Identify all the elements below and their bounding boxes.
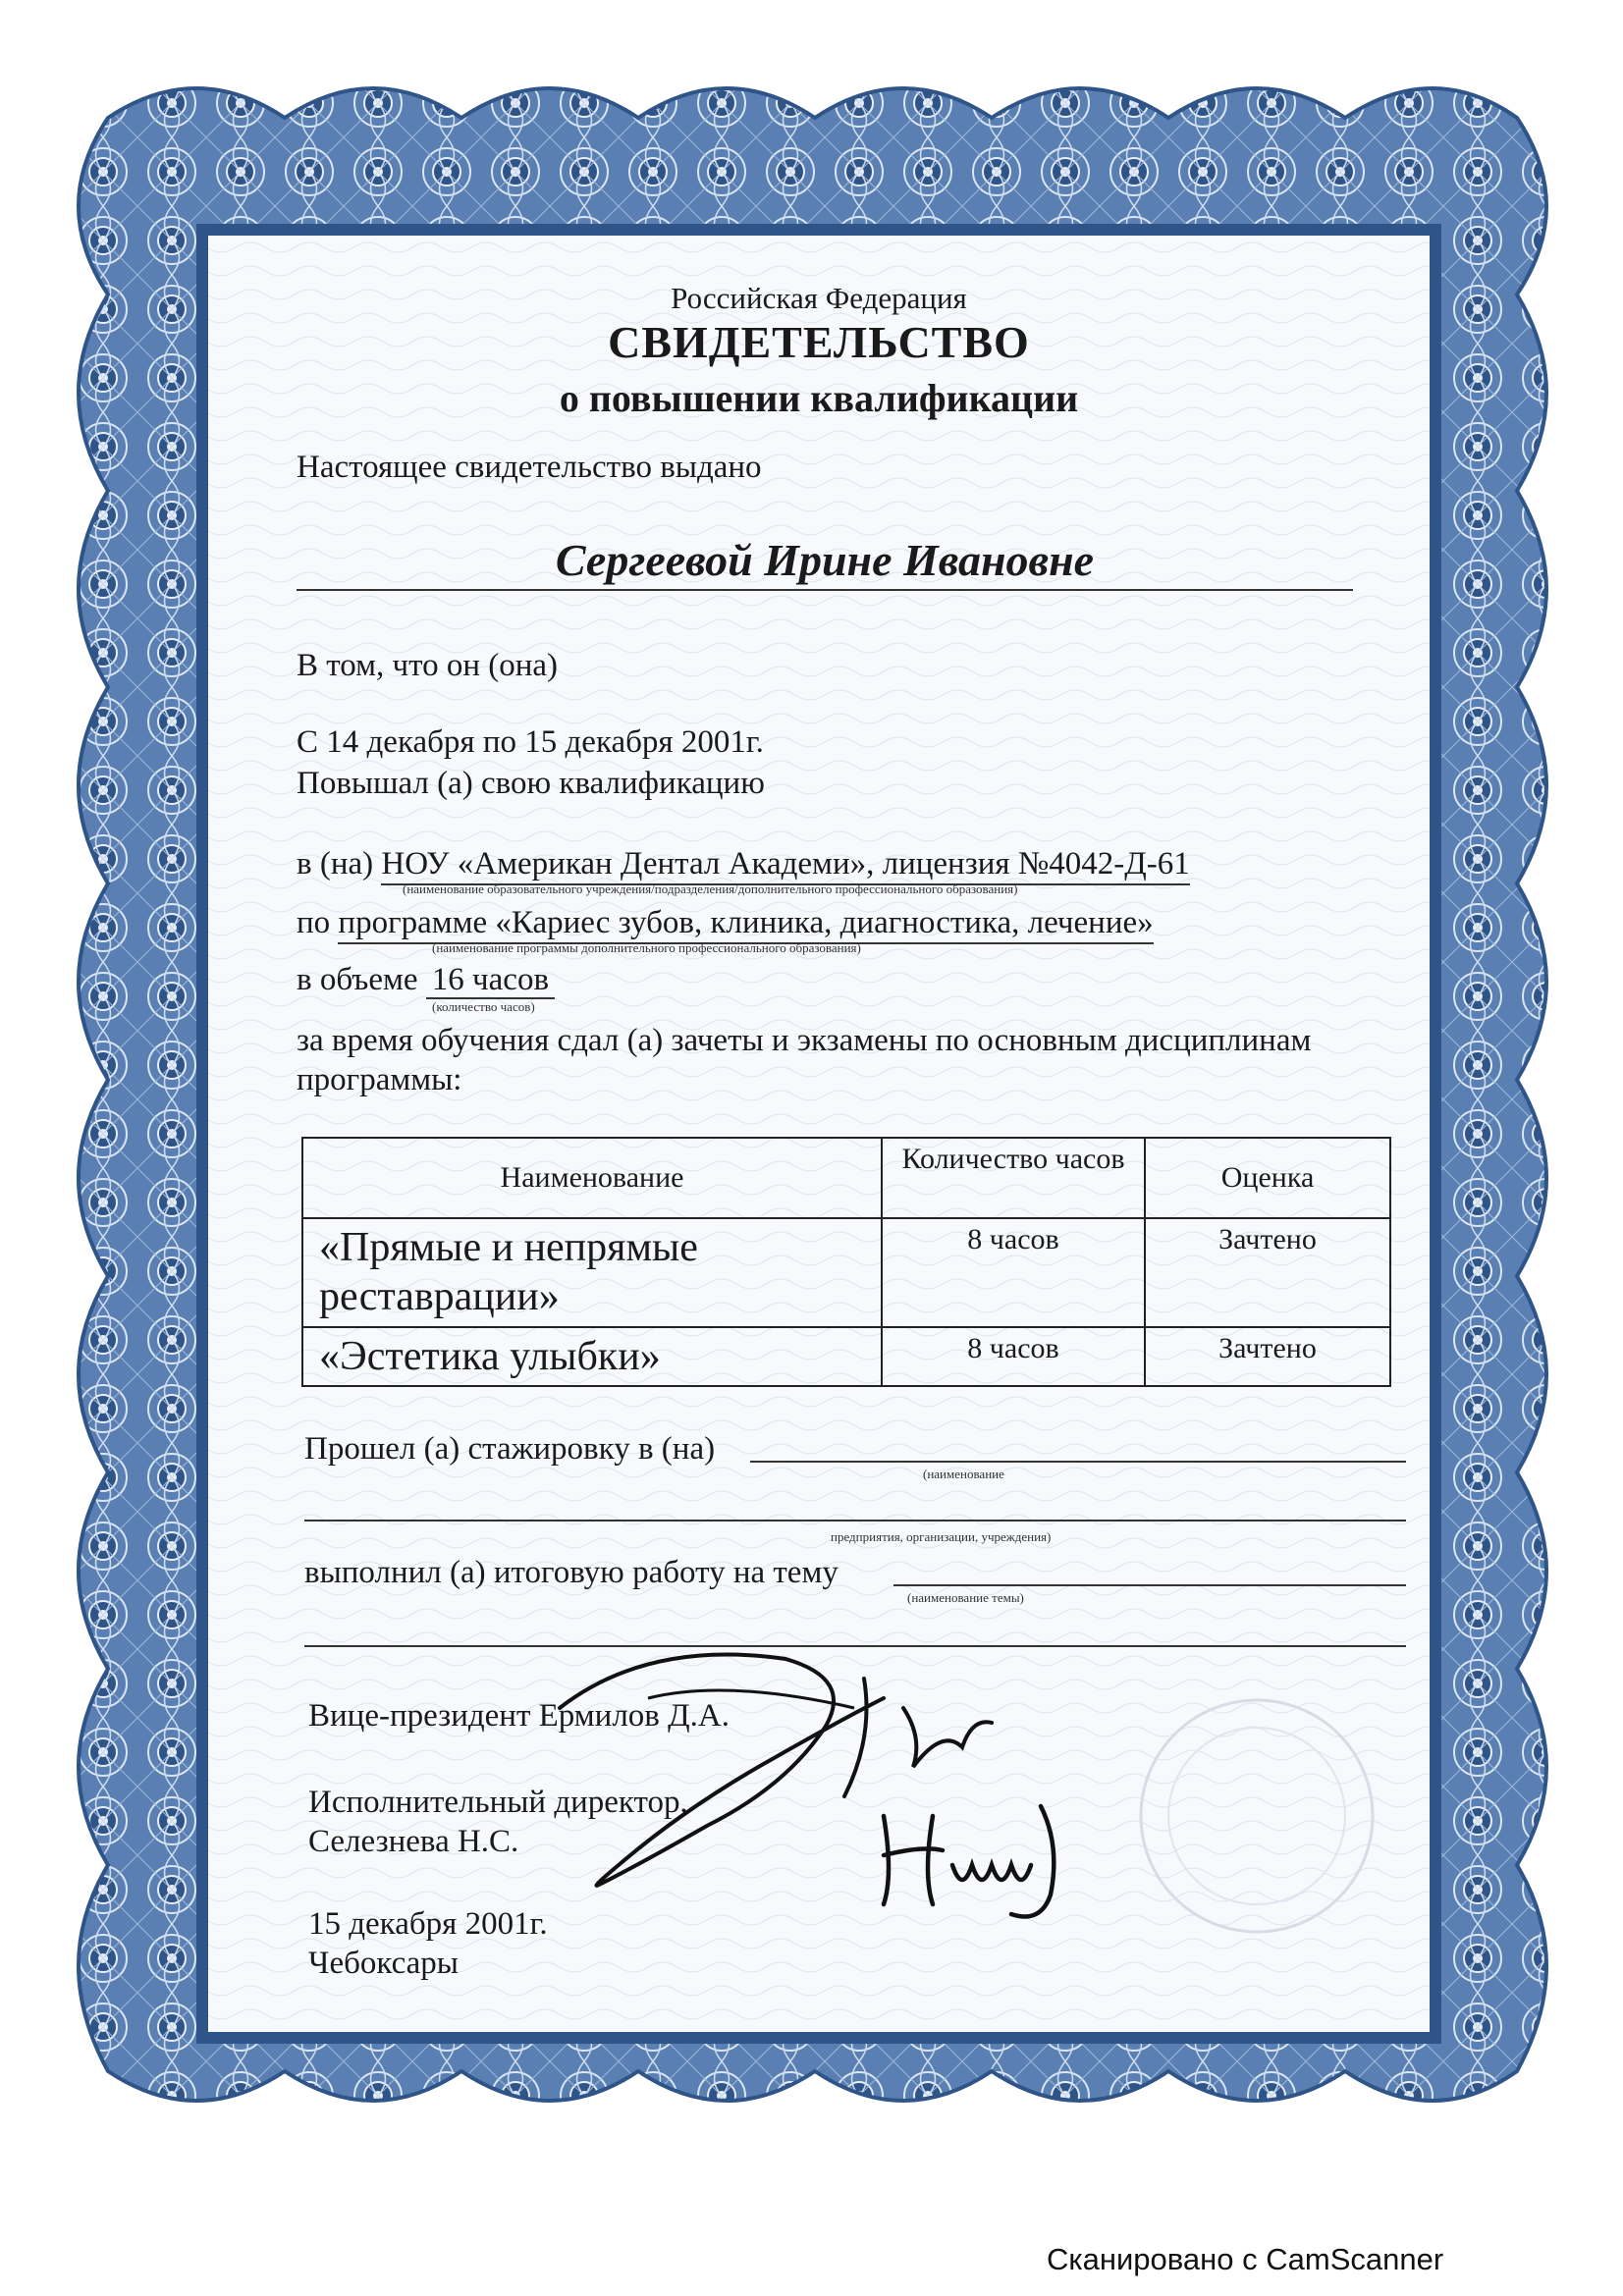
internship-label: Прошел (а) стажировку в (на) xyxy=(304,1431,716,1467)
exams-text: за время обучения сдал (а) зачеты и экзамены по основным дисциплинам xyxy=(297,1023,1312,1058)
volume-prefix: в объеме xyxy=(297,962,418,997)
vice-president: Вице-президент Ермилов Д.А. xyxy=(308,1698,730,1734)
institution-caption: (наименование образовательного учреждения/подразделения/дополнительного профессионального образования) xyxy=(403,881,1018,896)
final-work-caption: (наименование темы) xyxy=(907,1590,1024,1605)
exams-text-continued: программы: xyxy=(297,1062,462,1097)
discipline-name: «Эстетика улыбки» xyxy=(302,1327,882,1386)
discipline-grade: Зачтено xyxy=(1145,1327,1390,1386)
discipline-hours: 8 часов xyxy=(882,1327,1145,1386)
internship-line-2 xyxy=(304,1520,1406,1522)
header-hours: Количество часов xyxy=(882,1138,1145,1218)
internship-caption-continued: предприятия, организации, учреждения) xyxy=(831,1529,1052,1544)
program-caption: (наименование программы дополнительного профессионального образования) xyxy=(432,940,861,955)
scanner-watermark: Сканировано с CamScanner xyxy=(1047,2242,1444,2276)
final-work-line xyxy=(893,1584,1406,1586)
table-header-row xyxy=(302,1138,1390,1218)
volume-line xyxy=(297,962,555,999)
institution-name: НОУ «Американ Дентал Академи», лицензия №4042-Д-61 xyxy=(381,846,1189,885)
program-line xyxy=(297,905,1154,942)
signature-director xyxy=(864,1787,1119,1934)
stamp-seal xyxy=(1129,1688,1384,1944)
country-heading: Российская Федерация xyxy=(671,281,967,315)
director-name: Селезнева Н.С. xyxy=(308,1824,519,1859)
table-row xyxy=(302,1327,1390,1386)
final-work-label: выполнил (а) итоговую работу на тему xyxy=(304,1555,839,1590)
institution-prefix: в (на) xyxy=(297,846,374,881)
recipient-name-underline xyxy=(297,589,1353,591)
document-subtitle: о повышении квалификации xyxy=(559,376,1079,420)
header-grade: Оценка xyxy=(1145,1138,1390,1218)
recipient-name: Сергеевой Ирине Ивановне xyxy=(555,535,1095,585)
program-name: программе «Кариес зубов, клиника, диагностика, лечение» xyxy=(338,905,1153,944)
internship-caption: (наименование xyxy=(923,1467,1004,1481)
disciplines-table xyxy=(301,1137,1391,1387)
document-title: СВИДЕТЕЛЬСТВО xyxy=(608,317,1030,367)
program-prefix: по xyxy=(297,905,331,940)
issue-date: 15 декабря 2001г. xyxy=(308,1906,548,1942)
volume-hours: 16 часов xyxy=(426,962,555,999)
discipline-name: «Прямые и непрямые реставрации» xyxy=(302,1218,882,1327)
internship-line xyxy=(750,1461,1406,1463)
header-name: Наименование xyxy=(302,1138,882,1218)
volume-caption: (количество часов) xyxy=(432,999,535,1014)
raised-qualification-label: Повышал (а) свою квалификацию xyxy=(297,766,765,801)
statement-text: В том, что он (она) xyxy=(297,648,559,683)
issued-to-label: Настоящее свидетельство выдано xyxy=(297,450,762,485)
discipline-hours: 8 часов xyxy=(882,1218,1145,1327)
director-title: Исполнительный директор, xyxy=(308,1785,688,1820)
issue-city: Чебоксары xyxy=(308,1946,459,1981)
discipline-grade: Зачтено xyxy=(1145,1218,1390,1327)
course-dates: С 14 декабря по 15 декабря 2001г. xyxy=(297,724,764,760)
institution-line xyxy=(297,846,1190,883)
table-row xyxy=(302,1218,1390,1327)
